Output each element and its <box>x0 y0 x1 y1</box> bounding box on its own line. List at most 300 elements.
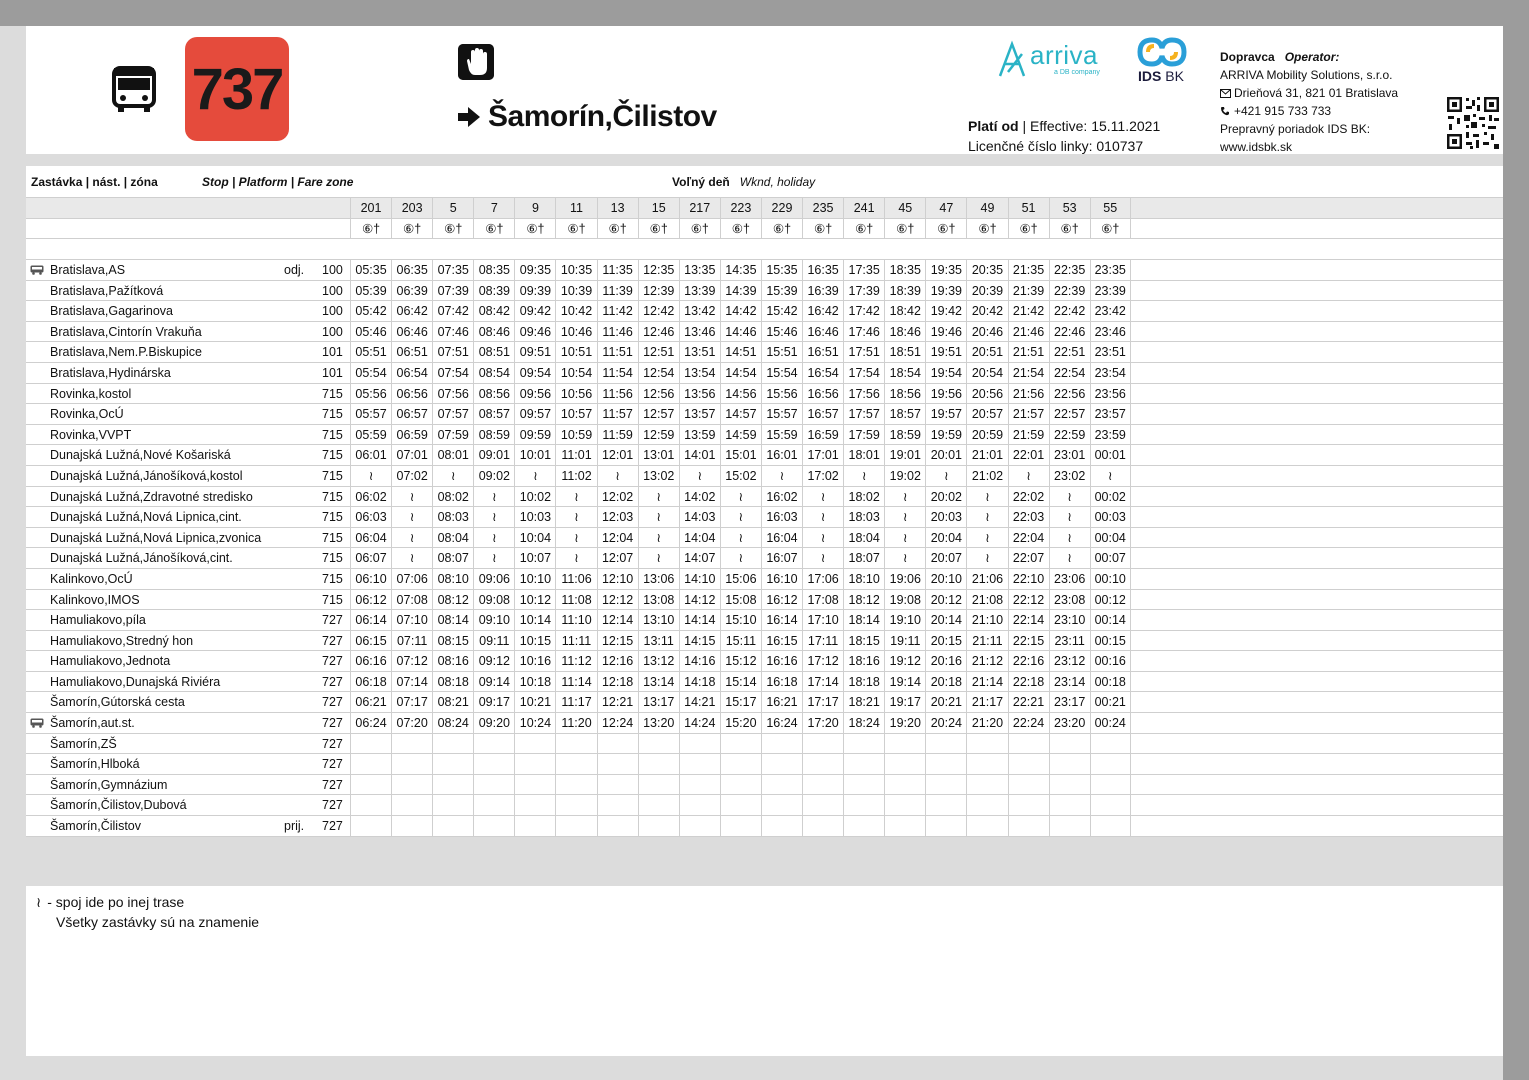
departure-time <box>884 734 925 754</box>
departure-time <box>843 816 884 836</box>
departure-time: 17:02 <box>802 466 843 486</box>
table-row <box>26 404 1503 425</box>
departure-time: 18:59 <box>884 425 925 445</box>
departure-time: 16:02 <box>761 487 802 507</box>
departure-time: 13:39 <box>679 281 720 301</box>
departure-time: ≀ <box>1049 507 1090 527</box>
table-row <box>26 795 1503 816</box>
departure-time: 18:16 <box>843 651 884 671</box>
ids-bk-wordmark <box>1138 68 1184 84</box>
departure-time: 12:42 <box>638 301 679 321</box>
departure-time: 14:03 <box>679 507 720 527</box>
departure-time: 11:46 <box>597 322 638 342</box>
mail-icon <box>1220 89 1231 98</box>
departure-time <box>679 795 720 815</box>
departure-time: 14:54 <box>720 363 761 383</box>
departure-time: ≀ <box>1049 487 1090 507</box>
departure-time: 22:59 <box>1049 425 1090 445</box>
departure-time: 10:02 <box>514 487 555 507</box>
departure-time: 15:11 <box>720 631 761 651</box>
departure-time: 18:46 <box>884 322 925 342</box>
departure-time: 13:20 <box>638 713 679 733</box>
trip-number: 13 <box>597 198 638 218</box>
table-row <box>26 692 1503 713</box>
destination-title <box>456 100 717 134</box>
departure-time: 23:59 <box>1090 425 1131 445</box>
departure-time: 00:14 <box>1090 610 1131 630</box>
departure-time: 18:35 <box>884 260 925 280</box>
valid-label: Platí od <box>968 118 1019 134</box>
departure-time: 12:04 <box>597 528 638 548</box>
departure-time: 15:10 <box>720 610 761 630</box>
departure-time: 21:20 <box>966 713 1007 733</box>
departure-time: 09:01 <box>473 445 514 465</box>
departure-time: 16:07 <box>761 548 802 568</box>
departure-time: 06:51 <box>391 342 432 362</box>
departure-time: 09:11 <box>473 631 514 651</box>
departure-time: 22:01 <box>1008 445 1049 465</box>
stop-zone: 727 <box>322 798 343 813</box>
table-row <box>26 425 1503 446</box>
departure-time: 15:59 <box>761 425 802 445</box>
departure-time: 18:12 <box>843 590 884 610</box>
departure-time: 15:01 <box>720 445 761 465</box>
note-diversion: - spoj ide po inej trase <box>47 894 185 910</box>
departure-time: 11:57 <box>597 404 638 424</box>
departure-time: 11:14 <box>555 672 596 692</box>
departure-time <box>761 795 802 815</box>
stop-name: Kalinkovo,IMOS <box>50 592 140 607</box>
departure-time: 13:54 <box>679 363 720 383</box>
stop-times <box>350 816 1131 836</box>
departure-time: 22:10 <box>1008 569 1049 589</box>
departure-time: 16:04 <box>761 528 802 548</box>
departure-time: 21:54 <box>1008 363 1049 383</box>
departure-time: 20:12 <box>925 590 966 610</box>
line-number-badge: 737 <box>185 37 289 141</box>
stop-times <box>350 713 1131 733</box>
departure-time: 17:42 <box>843 301 884 321</box>
departure-time: ≀ <box>555 487 596 507</box>
departure-time: 20:16 <box>925 651 966 671</box>
website-link[interactable]: www.idsbk.sk <box>1220 140 1293 154</box>
departure-time: 07:46 <box>432 322 473 342</box>
table-header <box>26 166 1503 198</box>
departure-time: 08:18 <box>432 672 473 692</box>
departure-time: 07:06 <box>391 569 432 589</box>
departure-time: 22:57 <box>1049 404 1090 424</box>
departure-time: 22:35 <box>1049 260 1090 280</box>
departure-time: 13:46 <box>679 322 720 342</box>
day-type <box>672 175 815 189</box>
departure-time <box>391 754 432 774</box>
stop-times <box>350 610 1131 630</box>
stop-zone: 715 <box>322 592 343 607</box>
departure-time: 00:04 <box>1090 528 1131 548</box>
stop-name: Dunajská Lužná,Nová Lipnica,cint. <box>50 510 242 525</box>
departure-time: 08:21 <box>432 692 473 712</box>
table-row <box>26 528 1503 549</box>
departure-time: 23:10 <box>1049 610 1090 630</box>
departure-time: 17:17 <box>802 692 843 712</box>
departure-time: 12:57 <box>638 404 679 424</box>
departure-time: 05:54 <box>350 363 391 383</box>
departure-time <box>473 795 514 815</box>
operator-info <box>1220 48 1398 156</box>
departure-time: 11:10 <box>555 610 596 630</box>
departure-time: 13:02 <box>638 466 679 486</box>
departure-time: 05:35 <box>350 260 391 280</box>
departure-time <box>350 734 391 754</box>
table-row <box>26 322 1503 343</box>
stop-name: Hamuliakovo,Stredný hon <box>50 633 194 648</box>
stop-name: Kalinkovo,OcÚ <box>50 571 133 586</box>
departure-time: 08:14 <box>432 610 473 630</box>
spacer-row <box>26 239 1503 260</box>
stop-name: Šamorín,ZŠ <box>50 736 117 751</box>
trip-number: 15 <box>638 198 679 218</box>
departure-time: 23:02 <box>1049 466 1090 486</box>
departure-time <box>925 795 966 815</box>
ids-suffix: BK <box>1165 68 1184 84</box>
timetable-sheet <box>0 26 1503 1080</box>
departure-time: 23:51 <box>1090 342 1131 362</box>
departure-time: 10:39 <box>555 281 596 301</box>
departure-time: 17:59 <box>843 425 884 445</box>
departure-time: 18:02 <box>843 487 884 507</box>
departure-time: 21:42 <box>1008 301 1049 321</box>
departure-time: ≀ <box>720 548 761 568</box>
departure-time: 00:18 <box>1090 672 1131 692</box>
departure-time: 12:16 <box>597 651 638 671</box>
departure-time: ≀ <box>597 466 638 486</box>
departure-time: 11:51 <box>597 342 638 362</box>
departure-time: 23:20 <box>1049 713 1090 733</box>
departure-time <box>514 816 555 836</box>
departure-time: 22:16 <box>1008 651 1049 671</box>
departure-time <box>597 775 638 795</box>
departure-time: 18:54 <box>884 363 925 383</box>
stop-times <box>350 692 1131 712</box>
departure-time: 09:59 <box>514 425 555 445</box>
departure-time: 15:57 <box>761 404 802 424</box>
departure-time: 18:03 <box>843 507 884 527</box>
departure-time <box>761 754 802 774</box>
departure-time: 16:24 <box>761 713 802 733</box>
departure-time: 15:51 <box>761 342 802 362</box>
departure-time: 19:56 <box>925 384 966 404</box>
departure-time: 17:01 <box>802 445 843 465</box>
operator-label-en: Operator: <box>1284 50 1340 64</box>
trip-symbol: ⑥† <box>1008 219 1049 238</box>
departure-time <box>597 795 638 815</box>
departure-time: ≀ <box>843 466 884 486</box>
departure-time: 18:51 <box>884 342 925 362</box>
table-row <box>26 342 1503 363</box>
table-row <box>26 590 1503 611</box>
departure-time: 14:12 <box>679 590 720 610</box>
departure-time: 19:14 <box>884 672 925 692</box>
departure-time: 08:56 <box>473 384 514 404</box>
departure-time <box>391 775 432 795</box>
departure-time: 07:42 <box>432 301 473 321</box>
trip-symbol: ⑥† <box>1090 219 1131 238</box>
departure-time: ≀ <box>1049 548 1090 568</box>
departure-time: 22:18 <box>1008 672 1049 692</box>
departure-time: 20:04 <box>925 528 966 548</box>
trip-number: 203 <box>391 198 432 218</box>
departure-time: 23:14 <box>1049 672 1090 692</box>
departure-time: 13:57 <box>679 404 720 424</box>
departure-time: 12:03 <box>597 507 638 527</box>
departure-time: 17:11 <box>802 631 843 651</box>
departure-time: 14:10 <box>679 569 720 589</box>
departure-time: 14:42 <box>720 301 761 321</box>
departure-time <box>884 795 925 815</box>
stop-times <box>350 363 1131 383</box>
departure-time: 10:46 <box>555 322 596 342</box>
table-row <box>26 384 1503 405</box>
departure-time: 13:08 <box>638 590 679 610</box>
departure-time: 14:02 <box>679 487 720 507</box>
stop-zone: 727 <box>322 819 343 834</box>
stop-times <box>350 260 1131 280</box>
departure-time <box>1090 816 1131 836</box>
departure-time: 18:24 <box>843 713 884 733</box>
departure-time: 10:14 <box>514 610 555 630</box>
departure-time: 09:35 <box>514 260 555 280</box>
departure-time: 05:39 <box>350 281 391 301</box>
departure-time: 05:57 <box>350 404 391 424</box>
departure-time: 21:11 <box>966 631 1007 651</box>
departure-time: ≀ <box>761 466 802 486</box>
departure-time: ≀ <box>473 487 514 507</box>
departure-time: 00:21 <box>1090 692 1131 712</box>
departure-time: 16:12 <box>761 590 802 610</box>
departure-time: 11:56 <box>597 384 638 404</box>
departure-time: 06:16 <box>350 651 391 671</box>
departure-time: 21:14 <box>966 672 1007 692</box>
departure-time: ≀ <box>391 528 432 548</box>
departure-time: 12:10 <box>597 569 638 589</box>
stop-direction: odj. <box>284 263 305 277</box>
col-header-mid: Stop | Platform | Fare zone <box>202 175 354 189</box>
departure-time <box>679 754 720 774</box>
departure-time: 11:02 <box>555 466 596 486</box>
stop-name: Bratislava,AS <box>50 263 126 277</box>
ids-name: IDS <box>1138 68 1162 84</box>
trip-number: 5 <box>432 198 473 218</box>
departure-time: 13:42 <box>679 301 720 321</box>
departure-time <box>1008 795 1049 815</box>
departure-time <box>884 754 925 774</box>
departure-time: 07:54 <box>432 363 473 383</box>
departure-time: 22:21 <box>1008 692 1049 712</box>
departure-time: 06:57 <box>391 404 432 424</box>
departure-time <box>1008 734 1049 754</box>
stop-name: Rovinka,VVPT <box>50 427 132 442</box>
departure-time <box>432 734 473 754</box>
departure-time: 21:39 <box>1008 281 1049 301</box>
trip-number: 51 <box>1008 198 1049 218</box>
departure-time: 09:08 <box>473 590 514 610</box>
arriva-wordmark: arriva <box>1030 40 1099 70</box>
departure-time: 21:46 <box>1008 322 1049 342</box>
note-request-stops: Všetky zastávky sú na znamenie <box>56 914 260 930</box>
departure-time: 21:56 <box>1008 384 1049 404</box>
day-label: Voľný deň <box>672 175 730 189</box>
departure-time <box>1049 754 1090 774</box>
stop-zone: 727 <box>322 695 343 710</box>
departure-time <box>966 754 1007 774</box>
departure-time <box>884 775 925 795</box>
departure-time: 22:42 <box>1049 301 1090 321</box>
departure-time: ≀ <box>391 507 432 527</box>
stop-name: Hamuliakovo,Dunajská Riviéra <box>50 674 221 689</box>
departure-time: 18:42 <box>884 301 925 321</box>
departure-time: 14:56 <box>720 384 761 404</box>
stop-name: Šamorín,Čilistov <box>50 819 141 834</box>
departure-time: 22:03 <box>1008 507 1049 527</box>
trip-number: 47 <box>925 198 966 218</box>
stop-times <box>350 795 1131 815</box>
departure-time <box>638 775 679 795</box>
qr-code-icon[interactable] <box>1446 96 1500 150</box>
stop-zone: 727 <box>322 736 343 751</box>
departure-time: 20:56 <box>966 384 1007 404</box>
departure-time: 07:51 <box>432 342 473 362</box>
departure-time: 21:10 <box>966 610 1007 630</box>
stop-name: Šamorín,Čilistov,Dubová <box>50 798 187 813</box>
trip-symbol: ⑥† <box>720 219 761 238</box>
table-row <box>26 507 1503 528</box>
stop-name: Bratislava,Pažítková <box>50 283 164 298</box>
departure-time: 12:12 <box>597 590 638 610</box>
trip-symbol: ⑥† <box>638 219 679 238</box>
trip-number: 235 <box>802 198 843 218</box>
departure-time <box>884 816 925 836</box>
departure-time: 09:17 <box>473 692 514 712</box>
departure-time: ≀ <box>802 487 843 507</box>
departure-time <box>555 795 596 815</box>
table-row <box>26 301 1503 322</box>
departure-time: 19:02 <box>884 466 925 486</box>
table-row <box>26 734 1503 755</box>
departure-time: 14:15 <box>679 631 720 651</box>
departure-time <box>391 795 432 815</box>
departure-time <box>1008 775 1049 795</box>
stop-name: Dunajská Lužná,Nové Košariská <box>50 448 231 463</box>
departure-time: 11:06 <box>555 569 596 589</box>
departure-time: 16:51 <box>802 342 843 362</box>
stop-name: Dunajská Lužná,Jánošíková,kostol <box>50 468 243 483</box>
departure-time <box>966 795 1007 815</box>
trip-number-row <box>26 198 1503 219</box>
departure-time: 14:21 <box>679 692 720 712</box>
departure-time: 20:18 <box>925 672 966 692</box>
departure-time: 00:02 <box>1090 487 1131 507</box>
departure-time: 22:51 <box>1049 342 1090 362</box>
trip-symbol-row <box>26 219 1503 239</box>
departure-time: 22:54 <box>1049 363 1090 383</box>
departure-time: 23:56 <box>1090 384 1131 404</box>
departure-time: 12:51 <box>638 342 679 362</box>
departure-time: 12:21 <box>597 692 638 712</box>
departure-time: 00:01 <box>1090 445 1131 465</box>
departure-time: 19:17 <box>884 692 925 712</box>
departure-time: ≀ <box>679 466 720 486</box>
departure-time: 16:16 <box>761 651 802 671</box>
departure-time: 05:56 <box>350 384 391 404</box>
departure-time <box>802 775 843 795</box>
departure-time <box>843 754 884 774</box>
stop-direction: prij. <box>284 819 305 834</box>
departure-time <box>925 754 966 774</box>
departure-time: 13:35 <box>679 260 720 280</box>
departure-time: 23:17 <box>1049 692 1090 712</box>
departure-time: 06:01 <box>350 445 391 465</box>
departure-time: 21:02 <box>966 466 1007 486</box>
departure-time: 20:21 <box>925 692 966 712</box>
stop-zone: 101 <box>322 365 343 380</box>
departure-time: 20:46 <box>966 322 1007 342</box>
departure-time <box>802 816 843 836</box>
departure-time: 12:35 <box>638 260 679 280</box>
trip-symbol: ⑥† <box>514 219 555 238</box>
departure-time: 06:56 <box>391 384 432 404</box>
departure-time <box>638 816 679 836</box>
stop-name: Rovinka,kostol <box>50 386 132 401</box>
departure-time: ≀ <box>555 507 596 527</box>
departure-time: 05:51 <box>350 342 391 362</box>
stop-zone: 715 <box>322 551 343 566</box>
departure-time <box>720 754 761 774</box>
table-row <box>26 260 1503 281</box>
departure-time <box>597 734 638 754</box>
table-row <box>26 466 1503 487</box>
departure-time: ≀ <box>473 507 514 527</box>
departure-time: 07:17 <box>391 692 432 712</box>
stop-times <box>350 775 1131 795</box>
departure-time: 14:16 <box>679 651 720 671</box>
departure-time <box>1049 795 1090 815</box>
departure-time: 13:06 <box>638 569 679 589</box>
stop-zone: 101 <box>322 345 343 360</box>
departure-time: 17:46 <box>843 322 884 342</box>
trip-symbol: ⑥† <box>884 219 925 238</box>
departure-time: 10:04 <box>514 528 555 548</box>
departure-time: 20:01 <box>925 445 966 465</box>
departure-time: 10:24 <box>514 713 555 733</box>
timetable-label: Prepravný poriadok IDS BK: <box>1220 122 1371 136</box>
departure-time: 19:59 <box>925 425 966 445</box>
departure-time <box>966 816 1007 836</box>
stop-times <box>350 404 1131 424</box>
departure-time: 07:56 <box>432 384 473 404</box>
departure-time: 00:12 <box>1090 590 1131 610</box>
trip-symbol: ⑥† <box>350 219 391 238</box>
stop-times <box>350 754 1131 774</box>
departure-time: 06:39 <box>391 281 432 301</box>
departure-time: 09:14 <box>473 672 514 692</box>
stop-zone: 715 <box>322 510 343 525</box>
departure-time: 07:14 <box>391 672 432 692</box>
col-header-left: Zastávka | nást. | zóna <box>31 175 158 189</box>
table-row <box>26 445 1503 466</box>
departure-time <box>761 775 802 795</box>
departure-time: 12:59 <box>638 425 679 445</box>
departure-time: 00:03 <box>1090 507 1131 527</box>
